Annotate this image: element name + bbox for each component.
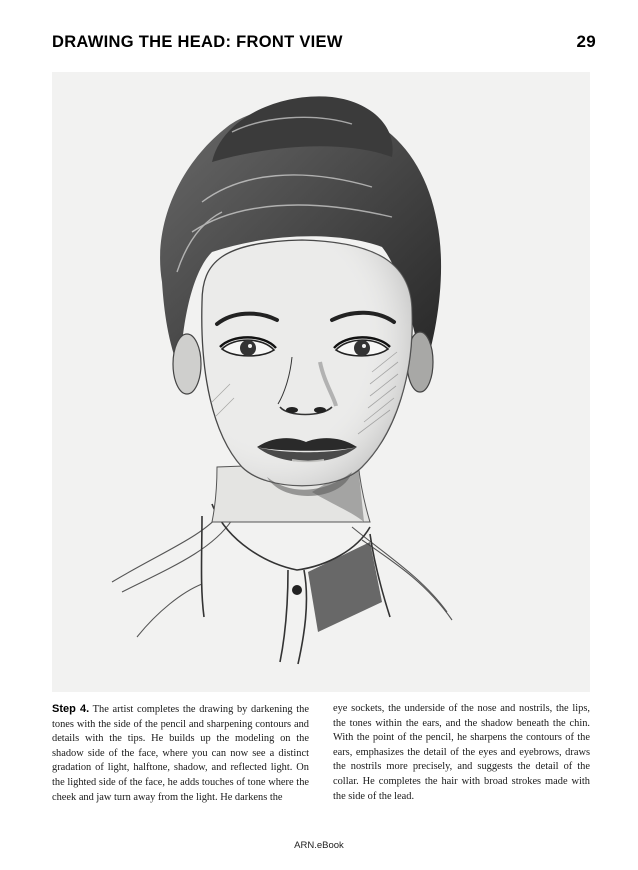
portrait-illustration <box>52 72 590 692</box>
collar-shadow <box>308 542 382 632</box>
page-header <box>52 30 596 54</box>
shoulders-sketch <box>112 512 452 637</box>
caption-column-1 <box>52 702 309 805</box>
right-eye <box>334 337 390 356</box>
caption-column-1-body: The artist completes the drawing by darkening the tones with the side of the pencil and sharpening contours and details with the tips. He builds up the modeling on the shadow side of the face, where you can now see a distinct gradation of light, halftone, shadow, and reflected light. On the lighted side of the face, he adds touches of tone where the cheek and jaw turn away from the light. He darkens the <box>52 704 309 803</box>
left-eye <box>220 337 276 356</box>
caption-text <box>52 702 590 805</box>
left-ear <box>173 334 201 394</box>
page-number: 29 <box>576 32 596 51</box>
step-label: Step 4. <box>52 703 90 715</box>
caption-column-2: eye sockets, the underside of the nose and nostrils, the lips, the tones within the ears, and the shadow beneath the chin. With the point of the pencil, he sharpens the contours of the ears, emphasizes the detail of the eyes and eyebrows, draws the nostrils more precisely, and suggests the detail of the collar. He completes the hair with broad strokes made with the side of the lead. <box>333 703 590 802</box>
pencil-portrait-drawing <box>52 72 590 692</box>
page-footer: ARN.eBook <box>294 840 344 851</box>
collar-button <box>292 585 302 595</box>
page-title: DRAWING THE HEAD: FRONT VIEW <box>52 32 343 51</box>
